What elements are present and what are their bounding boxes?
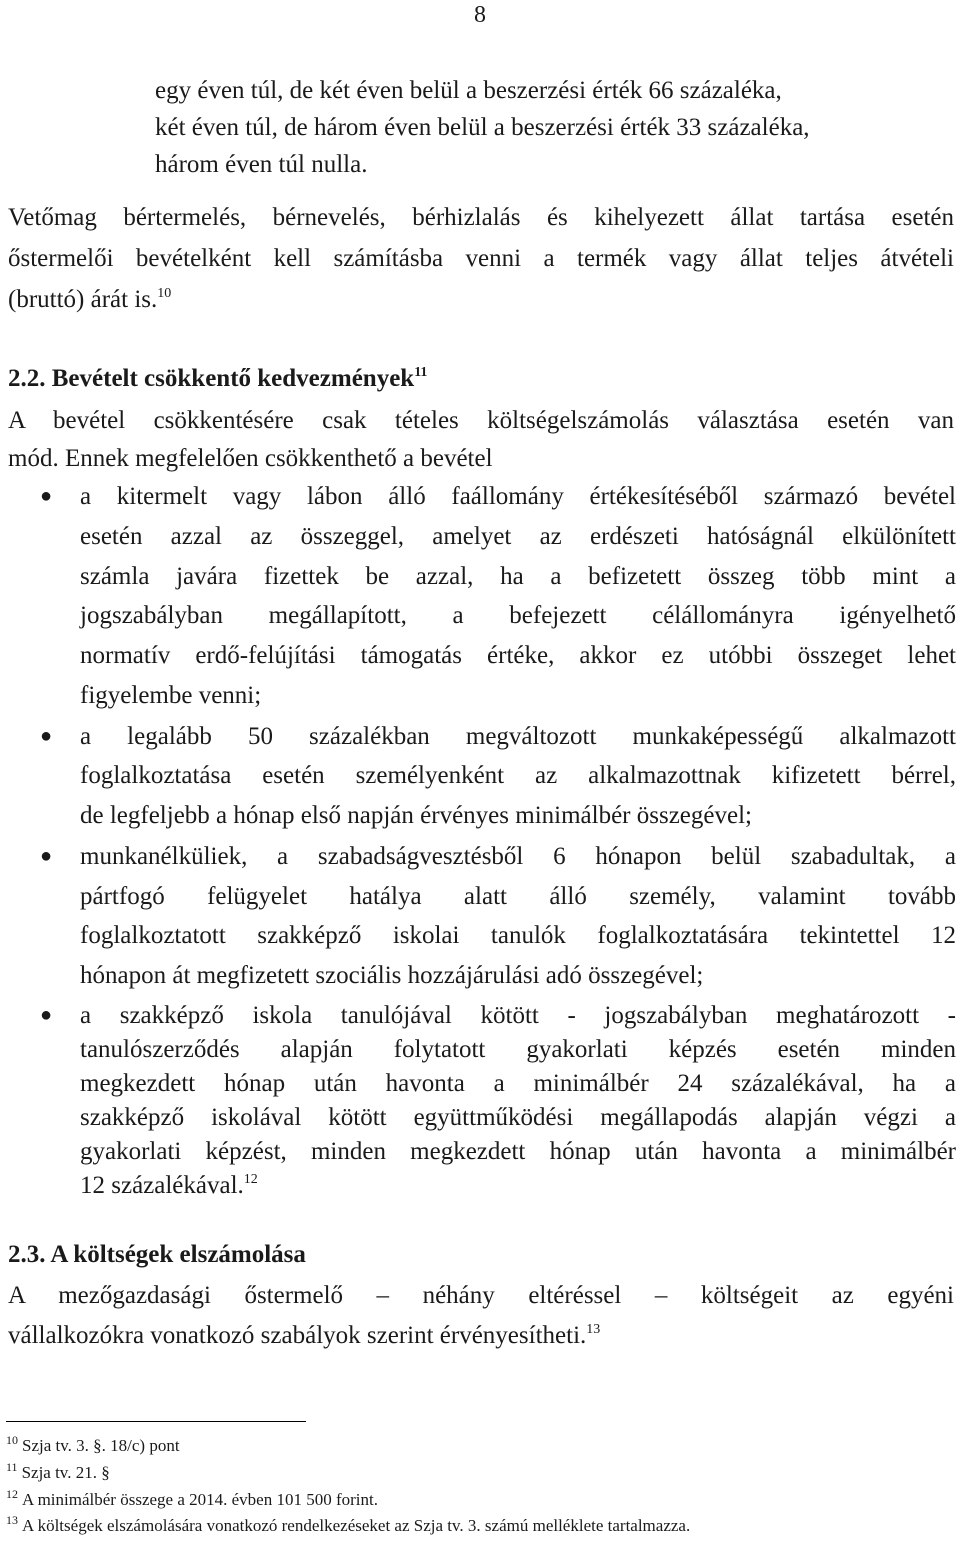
bullet-line: jogszabályban megállapított, a befejezett célállományra igényelhető xyxy=(80,602,956,629)
para-line: vállalkozókra vonatkozó szabályok szerint érvényesítheti.$^{13}$ xyxy=(8,1322,601,1349)
bullet-line: a kitermelt vagy lábon álló faállomány értékesítéséből származó bevétel xyxy=(80,483,956,510)
bullet-line: szakképző iskolával kötött együttműködési megállapodás alapján végzi a xyxy=(80,1104,956,1131)
footnote-divider xyxy=(6,1421,306,1422)
para-line: Vetőmag bértermelés, bérnevelés, bérhizlalás és kihelyezett állat tartása esetén xyxy=(8,204,954,231)
bullet-line: gyakorlati képzést, minden megkezdett hónap után havonta a minimálbér xyxy=(80,1138,956,1165)
bullet-line: foglalkoztatott szakképző iskolai tanulók foglalkoztatására tekintettel 12 xyxy=(80,922,956,949)
bullet-line: esetén azzal az összeggel, amelyet az erdészeti hatóságnál elkülönített xyxy=(80,523,956,550)
bullet-line: számla javára fizettek be azzal, ha a befizetett összeg több mint a xyxy=(80,563,956,590)
bullet-line: munkanélküliek, a szabadságvesztésből 6 hónapon belül szabadultak, a xyxy=(80,843,956,870)
footnote: $^{12}$ A minimálbér összege a 2014. évben 101 500 forint. xyxy=(6,1487,378,1509)
para-line: A mezőgazdasági őstermelő – néhány eltéréssel – költségeit az egyéni xyxy=(8,1282,954,1309)
section-heading: 2.2. Bevételt csökkentő kedvezmények$^{11}$ xyxy=(8,365,428,392)
page-number: 8 xyxy=(474,2,486,28)
bullet-icon: ● xyxy=(40,1004,53,1026)
bullet-line: de legfeljebb a hónap első napján érvényes minimálbér összegével; xyxy=(80,802,752,829)
bullet-line: a legalább 50 százalékban megváltozott munkaképességű alkalmazott xyxy=(80,723,956,750)
bullet-line: tanulószerződés alapján folytatott gyakorlati képzés esetén minden xyxy=(80,1036,956,1063)
para-line: (bruttó) árát is.$^{10}$ xyxy=(8,286,172,313)
bullet-line: a szakképző iskola tanulójával kötött - jogszabályban meghatározott - xyxy=(80,1002,956,1029)
intro-line: két éven túl, de három éven belül a beszerzési érték 33 százaléka, xyxy=(155,114,810,141)
intro-line: három éven túl nulla. xyxy=(155,151,368,178)
footnote: $^{11}$ Szja tv. 21. § xyxy=(6,1460,110,1482)
footnote-ref[interactable]: 10 xyxy=(157,286,172,301)
section-heading: 2.3. A költségek elszámolása xyxy=(8,1241,306,1268)
bullet-icon: ● xyxy=(40,725,53,747)
footnote: $^{10}$ Szja tv. 3. §. 18/c) pont xyxy=(6,1433,180,1455)
bullet-line: normatív erdő-felújítási támogatás értéke, akkor ez utóbbi összeget lehet xyxy=(80,642,956,669)
bullet-line: megkezdett hónap után havonta a minimálbér 24 százalékával, ha a xyxy=(80,1070,956,1097)
para-line: őstermelői bevételként kell számításba venni a termék vagy állat teljes átvételi xyxy=(8,245,954,272)
footnote-ref[interactable]: 12 xyxy=(243,1172,258,1187)
footnote-ref[interactable]: 13 xyxy=(586,1322,601,1337)
para-line: mód. Ennek megfelelően csökkenthető a bevétel xyxy=(8,445,493,472)
bullet-icon: ● xyxy=(40,485,53,507)
intro-line: egy éven túl, de két éven belül a beszerzési érték 66 százaléka, xyxy=(155,77,782,104)
bullet-line: 12 százalékával.$^{12}$ xyxy=(80,1172,258,1199)
bullet-icon: ● xyxy=(40,845,53,867)
para-line: A bevétel csökkentésére csak tételes költségelszámolás választása esetén van xyxy=(8,407,954,434)
bullet-line: hónapon át megfizetett szociális hozzájárulási adó összegével; xyxy=(80,962,704,989)
bullet-line: foglalkoztatása esetén személyenként az alkalmazottnak kifizetett bérrel, xyxy=(80,762,956,789)
footnote-ref[interactable]: 11 xyxy=(414,365,428,380)
bullet-line: figyelembe venni; xyxy=(80,682,262,709)
footnote: $^{13}$ A költségek elszámolására vonatkozó rendelkezéseket az Szja tv. 3. számú melléklete tartalmazza. xyxy=(6,1513,691,1535)
bullet-line: pártfogó felügyelet hatálya alatt álló személy, valamint tovább xyxy=(80,883,956,910)
